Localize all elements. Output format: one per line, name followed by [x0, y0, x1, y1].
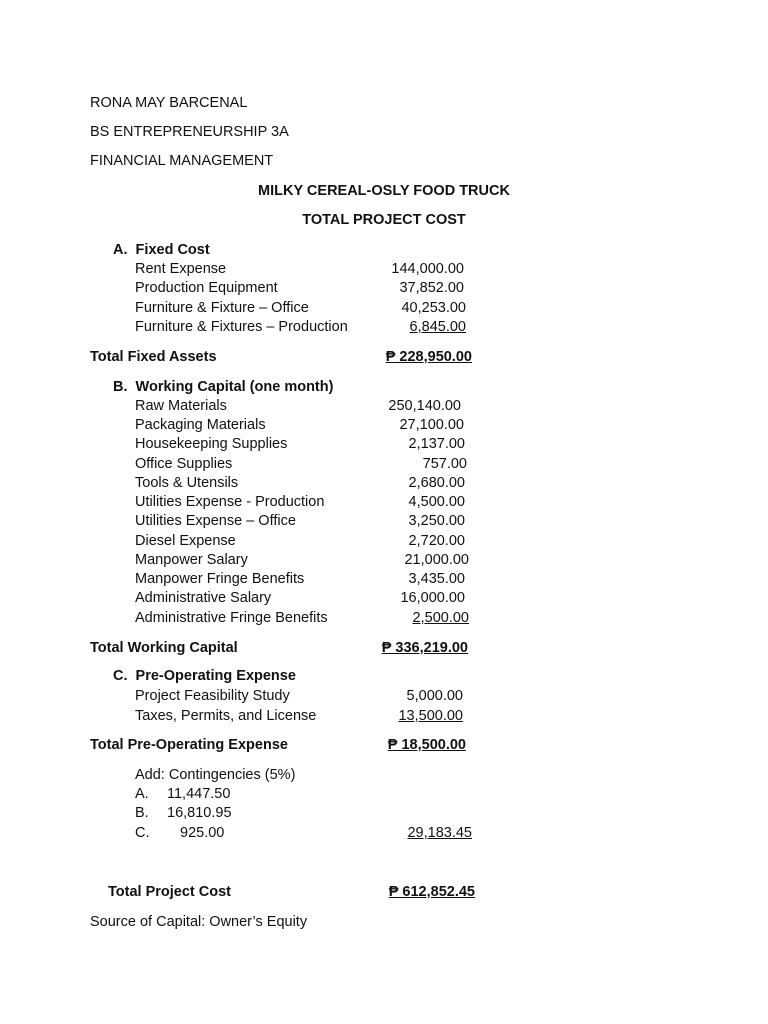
fixed-item-amount: 37,852.00 — [399, 280, 464, 296]
contingency-amount: 11,447.50 — [167, 786, 231, 802]
course-line: BS ENTREPRENEURSHIP 3A — [90, 124, 289, 140]
working-item-label: Packaging Materials — [135, 417, 266, 433]
contingencies-total: 29,183.45 — [407, 825, 472, 841]
contingency-amount: 16,810.95 — [167, 805, 232, 821]
pre-operating-heading: C. Pre-Operating Expense — [113, 668, 296, 684]
total-fixed-assets-label: Total Fixed Assets — [90, 349, 217, 365]
fixed-cost-heading: A. Fixed Cost — [113, 242, 210, 258]
fixed-item-label: Production Equipment — [135, 280, 278, 296]
student-name: RONA MAY BARCENAL — [90, 95, 248, 111]
total-working-capital-amount: ₱ 336,219.00 — [381, 640, 468, 656]
working-item-amount: 757.00 — [422, 456, 467, 472]
working-item-amount: 21,000.00 — [404, 552, 469, 568]
fixed-item-amount: 40,253.00 — [401, 300, 466, 316]
working-item-label: Raw Materials — [135, 398, 227, 414]
total-project-cost-label: Total Project Cost — [108, 884, 231, 900]
pre-operating-item-amount: 5,000.00 — [406, 688, 463, 704]
total-project-cost-amount: ₱ 612,852.45 — [388, 884, 475, 900]
working-item-label: Tools & Utensils — [135, 475, 239, 491]
working-item-label: Office Supplies — [135, 456, 233, 472]
working-item-amount: 2,720.00 — [408, 533, 465, 549]
working-item-amount: 2,680.00 — [408, 475, 465, 491]
working-item-label: Diesel Expense — [135, 533, 236, 549]
fixed-item-label: Furniture & Fixtures – Production — [135, 319, 348, 335]
working-item-amount: 27,100.00 — [399, 417, 464, 433]
fixed-item-amount: 6,845.00 — [409, 319, 466, 335]
working-item-label: Utilities Expense - Production — [135, 494, 325, 510]
total-pre-operating-amount: ₱ 18,500.00 — [387, 737, 466, 753]
pre-operating-item-label: Project Feasibility Study — [135, 688, 290, 704]
working-item-amount: 2,137.00 — [408, 436, 465, 452]
fixed-item-label: Furniture & Fixture – Office — [135, 300, 309, 316]
working-item-label: Utilities Expense – Office — [135, 513, 296, 529]
working-item-amount: 250,140.00 — [388, 398, 461, 414]
pre-operating-item-label: Taxes, Permits, and License — [135, 708, 317, 724]
working-item-amount: 16,000.00 — [400, 590, 465, 606]
total-pre-operating-label: Total Pre-Operating Expense — [90, 737, 288, 753]
contingency-amount: 925.00 — [180, 825, 225, 841]
contingency-letter: B. — [135, 805, 149, 821]
working-item-label: Administrative Fringe Benefits — [135, 610, 328, 626]
document-title: MILKY CEREAL-OSLY FOOD TRUCK — [258, 183, 510, 199]
total-fixed-assets-amount: ₱ 228,950.00 — [385, 349, 472, 365]
working-item-amount: 4,500.00 — [408, 494, 465, 510]
contingency-letter: C. — [135, 825, 150, 841]
source-of-capital: Source of Capital: Owner’s Equity — [90, 914, 308, 930]
working-item-label: Manpower Salary — [135, 552, 248, 568]
contingency-letter: A. — [135, 786, 149, 802]
working-item-label: Manpower Fringe Benefits — [135, 571, 305, 587]
contingencies-heading: Add: Contingencies (5%) — [135, 767, 296, 783]
fixed-item-label: Rent Expense — [135, 261, 227, 277]
fixed-item-amount: 144,000.00 — [391, 261, 464, 277]
working-item-amount: 3,250.00 — [408, 513, 465, 529]
working-item-label: Administrative Salary — [135, 590, 272, 606]
working-item-label: Housekeeping Supplies — [135, 436, 288, 452]
document-subtitle: TOTAL PROJECT COST — [302, 212, 466, 228]
pre-operating-item-amount: 13,500.00 — [398, 708, 463, 724]
working-item-amount: 3,435.00 — [408, 571, 465, 587]
subject-line: FINANCIAL MANAGEMENT — [90, 153, 274, 169]
total-working-capital-label: Total Working Capital — [90, 640, 238, 656]
working-item-amount: 2,500.00 — [412, 610, 469, 626]
working-capital-heading: B. Working Capital (one month) — [113, 379, 334, 395]
